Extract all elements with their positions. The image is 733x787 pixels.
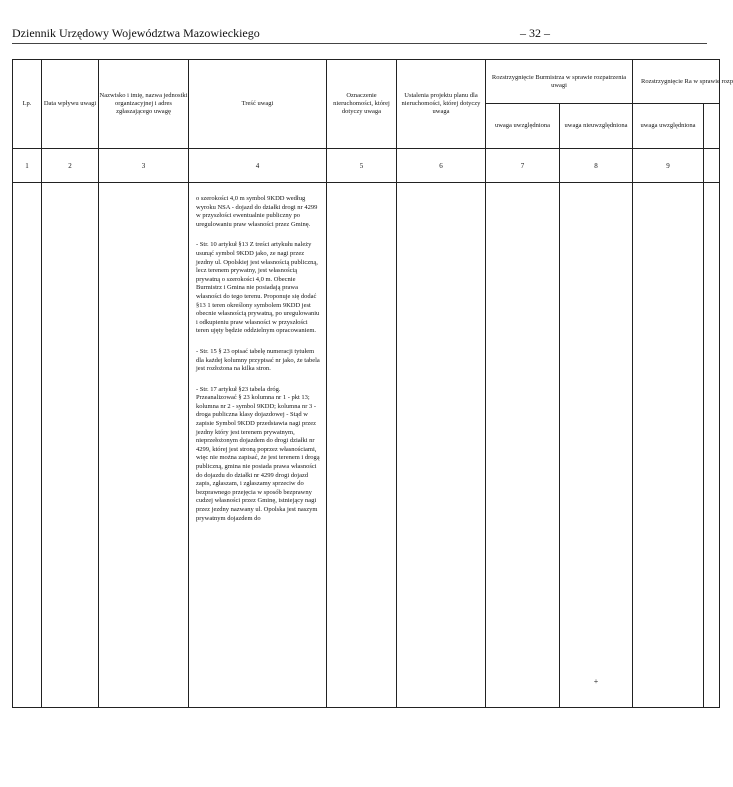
header-date: Data wpływu uwagi <box>42 60 99 149</box>
header-provisions: Ustalenia projektu planu dla nieruchomości, której dotyczy uwaga <box>397 60 486 149</box>
header-council-decision: Rozstrzygnięcie Ra w sprawie rozp <box>633 60 720 104</box>
header-lp: Lp. <box>13 60 42 149</box>
cell-content <box>189 183 327 708</box>
cell-date <box>42 183 99 708</box>
header-accepted-council: uwaga uwzględniona <box>633 104 704 149</box>
cell-cut <box>704 183 720 708</box>
col-number: 4 <box>189 149 327 183</box>
cell-designation <box>327 183 397 708</box>
comment-paragraph: - Str. 15 § 23 opisać tabelę numeracji tytułem dla każdej kolumny przypisać nr jako, że tabela jest rozłożona na kilka stron. <box>196 347 320 373</box>
header-accepted: uwaga uwzględniona <box>486 104 560 149</box>
header-name: Nazwisko i imię, nazwa jednostki organizacyjnej i adres zgłaszającego uwagę <box>99 60 189 149</box>
comment-paragraph: - Str. 10 artykuł §13 Z treści artykułu należy usunąć symbol 9KDD jako, ze nagi przez jezdny ul. Opolskiej jest własnością publiczną, lecz terenem prywatny, jest własnością prywatną o szerokości 4,0 m. Obecnie Burmistrz i Gmina nie posiadają prawa własności do tego terenu. Proponuje się dodać §13 1 teren określony symbolem 9KDD jest obecnie własnością prywatną, po uregulowaniu i odkupieniu praw własności w przyszłości teren ujęty będzie oddzielnym opracowaniem. <box>196 241 320 335</box>
header-rejected: uwaga nieuwzględniona <box>560 104 633 149</box>
comment-paragraph: o szerokości 4,0 m symbol 9KDD według wyroku NSA - dojazd do działki drogi nr 4299 w przyszłości ewentualnie publiczny po uregulowaniu praw własności przez Gminę. <box>196 195 318 228</box>
col-number: 5 <box>327 149 397 183</box>
header-rule <box>12 43 707 44</box>
col-number: 2 <box>42 149 99 183</box>
rejected-mark: + <box>593 677 599 686</box>
col-number-cut <box>704 149 720 183</box>
header-mayor-decision: Rozstrzygnięcie Burmistrza w sprawie rozpatrzenia uwagi <box>486 60 633 104</box>
cell-name <box>99 183 189 708</box>
cell-lp <box>13 183 42 708</box>
cell-accepted <box>486 183 560 708</box>
page-number: – 32 – <box>520 26 550 40</box>
cell-rejected <box>560 183 633 708</box>
col-number: 3 <box>99 149 189 183</box>
col-number: 9 <box>633 149 704 183</box>
header-cut <box>704 104 720 149</box>
comment-paragraph: - Str. 17 artykuł §23 tabela dróg. Przeanalizować § 23 kolumna nr 1 - pkt 13; kolumna nr 2 - symbol 9KDD; kolumna nr 3 - droga publiczna klasy dojazdowej - Stąd w zapisie Symbol 9KDD przedstawia nagi przez jezdny który jest terenem prywatnym, nieprzełożonym dojazdem do drogi działki nr 4299, której jest stroną poprzez własnościami, więc nie można zapisać, że jest terenem i drogą publiczną, gmina nie posiada prawa własności do dojazdu do działki nr 4299 drogi dojazd zapis, zgłaszam, i zgłaszamy sprzeciw do bezprawnego przejęcia w sposób bezprawny cudzej własności przez Gminę, istniejący nagi przez jezdny nazwany ul. Opolska jest naszym prywatnym dojazdem do <box>196 385 320 522</box>
cell-provisions <box>397 183 486 708</box>
journal-title: Dziennik Urzędowy Województwa Mazowieckiego <box>12 26 260 40</box>
col-number: 1 <box>13 149 42 183</box>
page-header <box>12 26 707 40</box>
cell-accepted-council <box>633 183 704 708</box>
header-designation: Oznaczenie nieruchomości, której dotyczy uwaga <box>327 60 397 149</box>
col-number: 7 <box>486 149 560 183</box>
header-content: Treść uwagi <box>189 60 327 149</box>
col-number: 8 <box>560 149 633 183</box>
comments-table <box>12 59 733 708</box>
col-number: 6 <box>397 149 486 183</box>
